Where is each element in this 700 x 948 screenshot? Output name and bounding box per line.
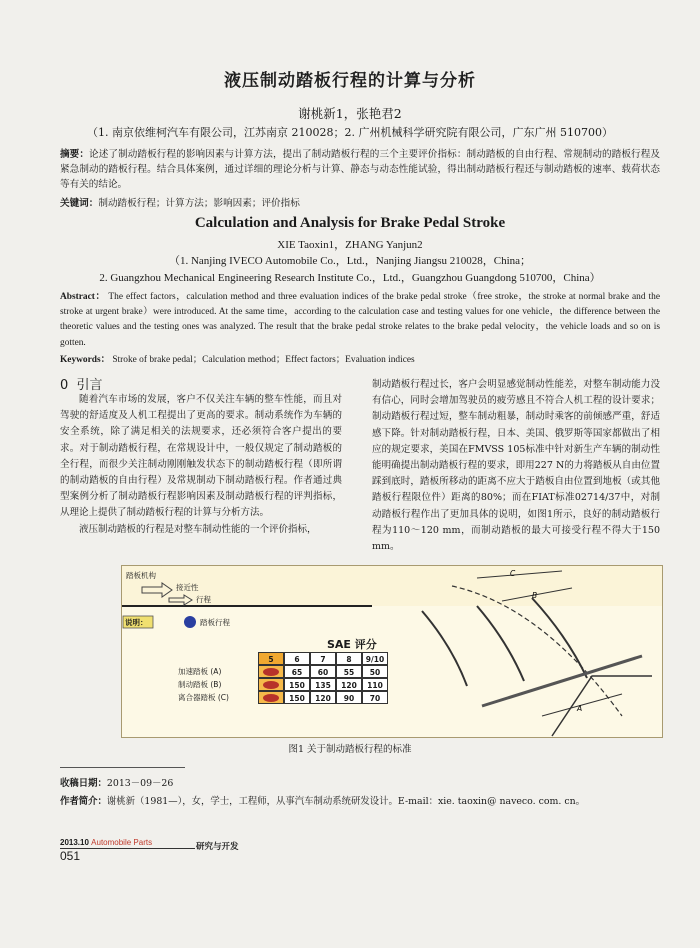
sae-table-cell: 55 — [336, 665, 362, 678]
note-text: 踏板行程 — [200, 618, 230, 627]
section-number: 0 — [60, 378, 69, 393]
figure-caption: 图1 关于制动踏板行程的标准 — [288, 744, 412, 755]
keywords-en — [60, 351, 660, 365]
sae-table-row — [178, 691, 388, 704]
received-date — [60, 775, 173, 789]
sae-table-cell: 135 — [310, 678, 336, 691]
section-heading — [60, 374, 103, 393]
legend-stroke: 行程 — [196, 595, 211, 604]
pedal-arc — [477, 606, 524, 681]
pedal-type-label: 离合器踏板 (C) — [178, 693, 229, 702]
pedal-arc — [532, 598, 587, 678]
sae-rating-table — [178, 652, 388, 704]
figure-1 — [121, 565, 663, 738]
affiliation-en-1: （1. Nanjing IVECO Automobile Co.，Ltd.，Nanjing Jiangsu 210028，China； — [168, 255, 532, 267]
sae-grade-header: 6 — [284, 652, 310, 665]
abstract-cn-label: 摘要： — [60, 149, 90, 160]
note-label: 说明： — [125, 618, 148, 627]
sae-grade-header: 9/10 — [362, 652, 388, 665]
author-bio-text: 谢桃新（1981—），女，学士，工程师，从事汽车制动系统研发设计。E-mail：xie. taoxin@ naveco. com. cn。 — [106, 796, 586, 807]
label-b: B — [532, 591, 538, 600]
sae-table-cell: 120 — [336, 678, 362, 691]
sae-table-cell: 150 — [284, 691, 310, 704]
pedal-stroke-marker-icon — [184, 616, 196, 628]
body-paragraph: 制动踏板行程过长，客户会明显感觉制动性能差，对整车制动能力没有信心，同时会增加驾驶员的疲劳感且不符合人机工程的设计要求；制动踏板行程过短，整车制动粗暴，制动时乘客的前倾感严重，舒适感下降。针对制动踏板行程，日本、美国、俄罗斯等国家都做出了相应的规定要求，美国在FMVSS 105标准中针对新生产车辆的制动性能明确提出制动踏板行程的要求，即用227 N的力将踏板从自由位置踩到底时，踏板所移动的距离不应大于踏板自由位置到地板（或其他踏板行程限位件）距离的80%；而在FIAT标准02714/37中，对制动踏板行程作出了更加具体的说明，如图1所示，良好的制动踏板行程为110～120 mm，而制动踏板的最大可接受行程不得大于150 mm。 — [372, 379, 660, 553]
floor-line — [482, 656, 642, 706]
sae-grade-header: 5 — [258, 652, 284, 665]
sae-table-row — [178, 678, 388, 691]
label-a: A — [577, 704, 583, 713]
pedal-pad — [552, 676, 652, 736]
page-number: 051 — [60, 849, 81, 863]
sae-table-cell: 150 — [284, 678, 310, 691]
keywords-en-text: Stroke of brake pedal；Calculation method；Effect factors；Evaluation indices — [112, 355, 415, 365]
pedal-arc — [422, 611, 467, 686]
abstract-en-text: The effect factors，calculation method and three evaluation indices of the brake pedal stroke（free stroke，the stroke at normal brake and the stroke at urgent brake）were introduced. At the same time，according to the calculation case and testing values for one vehicle，the difference between the theoretic values and the testing ones was analyzed. The result that the brake pedal stroke relates to the brake pedal velocity，the vehicle loads and so on is gotten. — [60, 292, 660, 348]
received-text: 2013－09－26 — [106, 778, 174, 789]
sae-grade-header: 7 — [310, 652, 336, 665]
keywords-cn — [60, 195, 660, 209]
sae-table-cell: 50 — [362, 665, 388, 678]
page-rule — [60, 848, 195, 849]
keywords-cn-label: 关键词： — [60, 198, 99, 209]
sae-table-row — [178, 665, 388, 678]
affiliation-en — [40, 253, 660, 287]
sae-table-cell: 120 — [310, 691, 336, 704]
authors-text: 谢桃新1，张艳君2 — [298, 106, 402, 121]
authors-en: XIE Taoxin1，ZHANG Yanjun2 — [277, 239, 423, 251]
section-title: 引言 — [76, 378, 103, 393]
affiliation-en-2: 2. Guangzhou Mechanical Engineering Research Institute Co.，Ltd.，Guangzhou Guangdong 510700，China） — [99, 272, 601, 284]
footnote-rule — [60, 767, 185, 768]
keywords-en-label: Keywords： — [60, 355, 110, 365]
paper-title-en: Calculation and Analysis for Brake Pedal Stroke — [194, 215, 506, 231]
authors — [0, 104, 700, 122]
body-right-column — [372, 377, 660, 555]
pedal-type-label: 制动踏板 (B) — [178, 680, 222, 689]
journal-issue — [60, 838, 152, 847]
journal-name: Automobile Parts — [91, 838, 153, 847]
pedal-rating-icon — [258, 691, 284, 704]
pedal-rating-icon — [258, 678, 284, 691]
sae-table-cell: 65 — [284, 665, 310, 678]
sae-table-cell: 90 — [336, 691, 362, 704]
pedal-type-label: 加速踏板 (A) — [178, 667, 222, 676]
sae-table-cell: 110 — [362, 678, 388, 691]
body-paragraph: 随着汽车市场的发展，客户不仅关注车辆的整车性能，而且对驾驶的舒适度及人机工程提出了更高的要求。制动系统作为车辆的安全系统，除了满足相关的法规要求，还必须符合客户提出的要求。对于制动踏板行程，在常规设计中，一般仅规定了制动踏板的全行程，而很少关注制动刚刚触发状态下的制动踏板行程（即所谓的制动踏板的自由行程）及常规制动下制动踏板行程。作者通过典型案例分析了制动踏板行程影响因素及制动踏板行程的评判指标，从理论上提供了制动踏板行程的计算与分析方法。 — [60, 394, 342, 519]
abstract-cn — [60, 147, 660, 192]
legend-approach: 接近性 — [176, 583, 199, 592]
abstract-cn-text: 论述了制动踏板行程的影响因素与计算方法，提出了制动踏板行程的三个主要评价指标：制动踏板的自由行程、常规制动的踏板行程及紧急制动的踏板行程。结合具体案例，通过详细的理论分析与计算、静态与动态性能试验，得出制动踏板行程还与制动踏板的速率、载荷状态等有关的结论。 — [60, 149, 661, 190]
abstract-en — [60, 290, 660, 351]
body-left-column — [60, 392, 342, 538]
sae-grade-header: 8 — [336, 652, 362, 665]
sae-table-cell: 60 — [310, 665, 336, 678]
pedal-rating-icon — [258, 665, 284, 678]
keywords-cn-text: 制动踏板行程；计算方法；影响因素；评价指标 — [98, 198, 300, 209]
abstract-en-label: Abstract： — [60, 292, 106, 302]
body-paragraph: 液压制动踏板的行程是对整车制动性能的一个评价指标， — [79, 523, 317, 535]
issue-number: 2013.10 — [60, 838, 89, 847]
sae-table-cell: 70 — [362, 691, 388, 704]
paper-title: 液压制动踏板行程的计算与分析 — [224, 71, 476, 91]
author-bio-label: 作者简介： — [60, 796, 107, 807]
affiliation: （1. 南京依维柯汽车有限公司，江苏南京 210028；2. 广州机械科学研究院有限公司，广东广州 510700） — [87, 126, 613, 139]
author-bio — [60, 793, 585, 807]
sae-title: SAE 评分 — [327, 638, 377, 651]
section-tag: 研究与开发 — [196, 842, 239, 852]
received-label: 收稿日期： — [60, 778, 107, 789]
legend-mechanism: 踏板机构 — [126, 571, 156, 580]
label-c: C — [510, 569, 516, 578]
